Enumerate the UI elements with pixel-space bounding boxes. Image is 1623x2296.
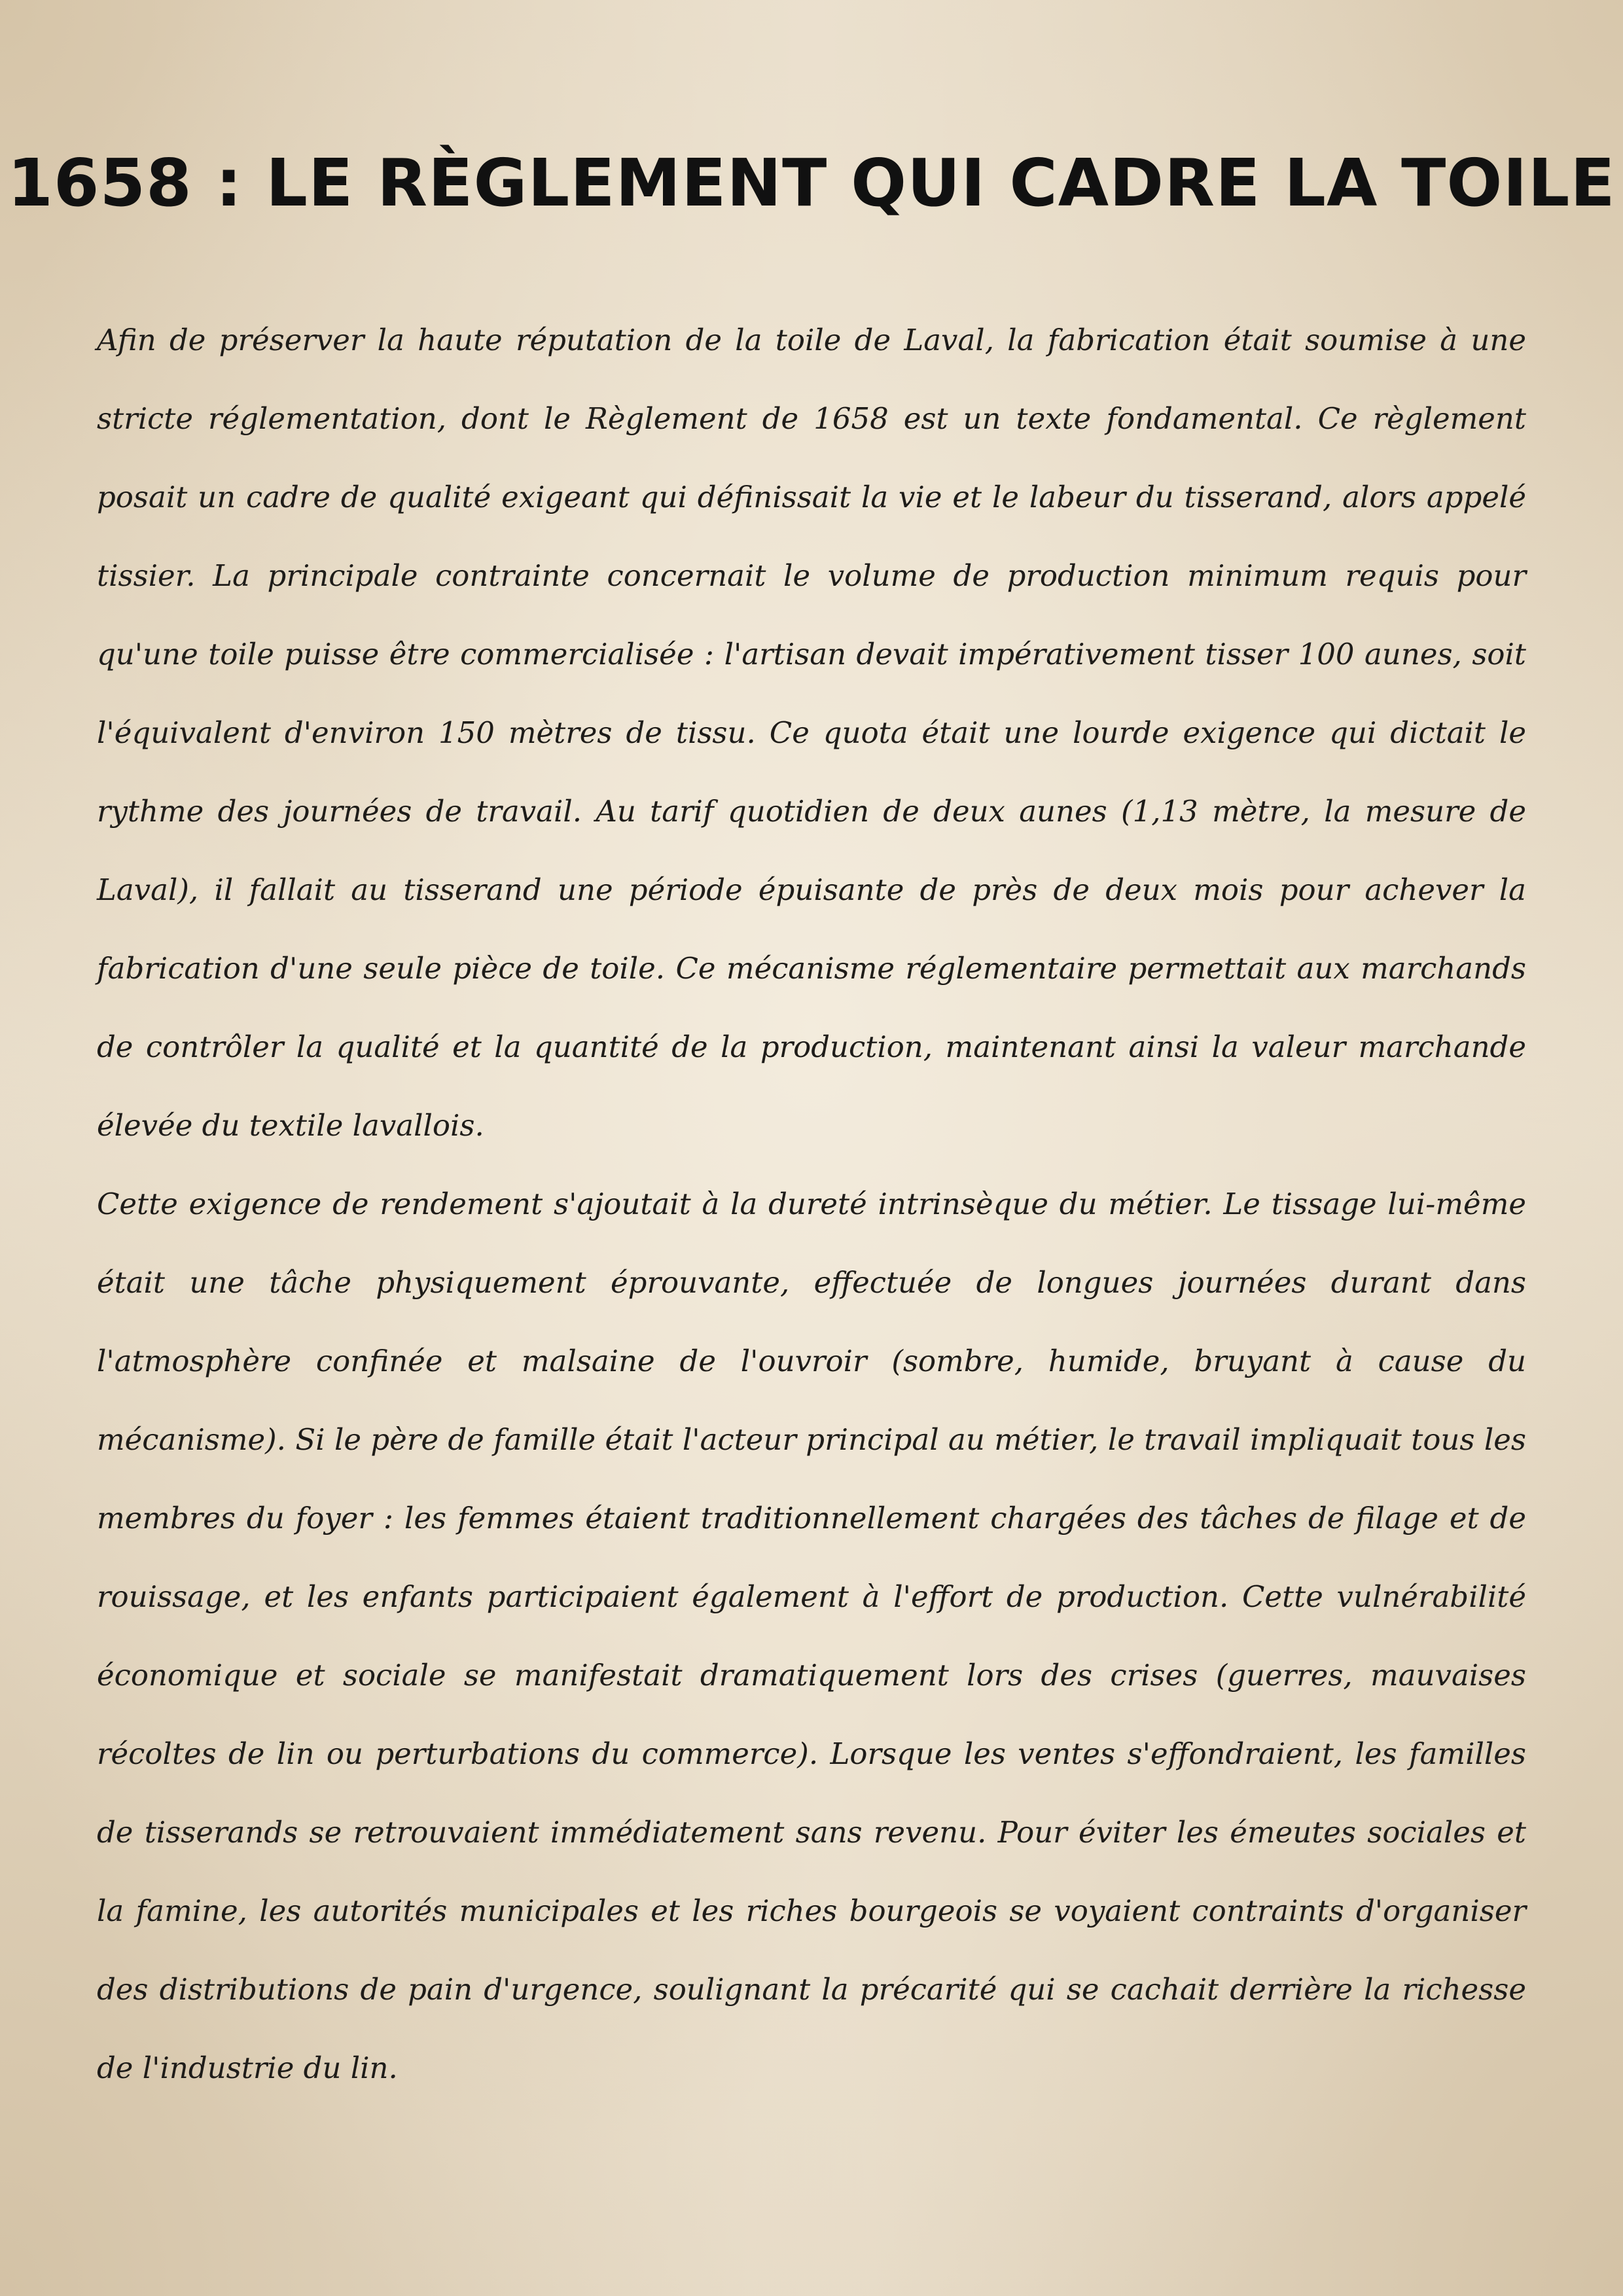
paragraph-reglement: Afin de préserver la haute réputation de la toile de Laval, la fabrication était soumise à une stricte réglementation, dont le Règlement de 1658 est un texte fondamental. Ce règlement posait un cadre de qualité exigeant qui définissait la vie et le labeur du tisserand, alors appelé tissier. La principale contrainte concernait le volume de production minimum requis pour qu'une toile puisse être commercialisée : l'artisan devait impérativement tisser 100 aunes, soit l'équivalent d'environ 150 mètres de tissu. Ce quota était une lourde exigence qui dictait le rythme des journées de travail. Au tarif quotidien de deux aunes (1,13 mètre, la mesure de Laval), il fallait au tisserand une période épuisante de près de deux mois pour achever la fabrication d'une seule pièce de toile. Ce mécanisme réglementaire permettait aux marchands de contrôler la qualité et la quantité de la production, maintenant ainsi la valeur marchande élevée du textile lavallois.	[97, 323, 1526, 1143]
paragraph-conditions-travail: Cette exigence de rendement s'ajoutait à la dureté intrinsèque du métier. Le tissage lui-même était une tâche physiquement éprouvante, effectuée de longues journées durant dans l'atmosphère confinée et malsaine de l'ouvroir (sombre, humide, bruyant à cause du mécanisme). Si le père de famille était l'acteur principal au métier, le travail impliquait tous les membres du foyer : les femmes étaient traditionnellement chargées des tâches de filage et de rouissage, et les enfants participaient également à l'effort de production. Cette vulnérabilité économique et sociale se manifestait dramatiquement lors des crises (guerres, mauvaises récoltes de lin ou perturbations du commerce). Lorsque les ventes s'effondraient, les familles de tisserands se retrouvaient immédiatement sans revenu. Pour éviter les émeutes sociales et la famine, les autorités municipales et les riches bourgeois se voyaient contraints d'organiser des distributions de pain d'urgence, soulignant la précarité qui se cachait derrière la richesse de l'industrie du lin.	[97, 1187, 1526, 2085]
page-title: 1658 : LE RÈGLEMENT QUI CADRE LA TOILE	[7, 145, 1616, 221]
